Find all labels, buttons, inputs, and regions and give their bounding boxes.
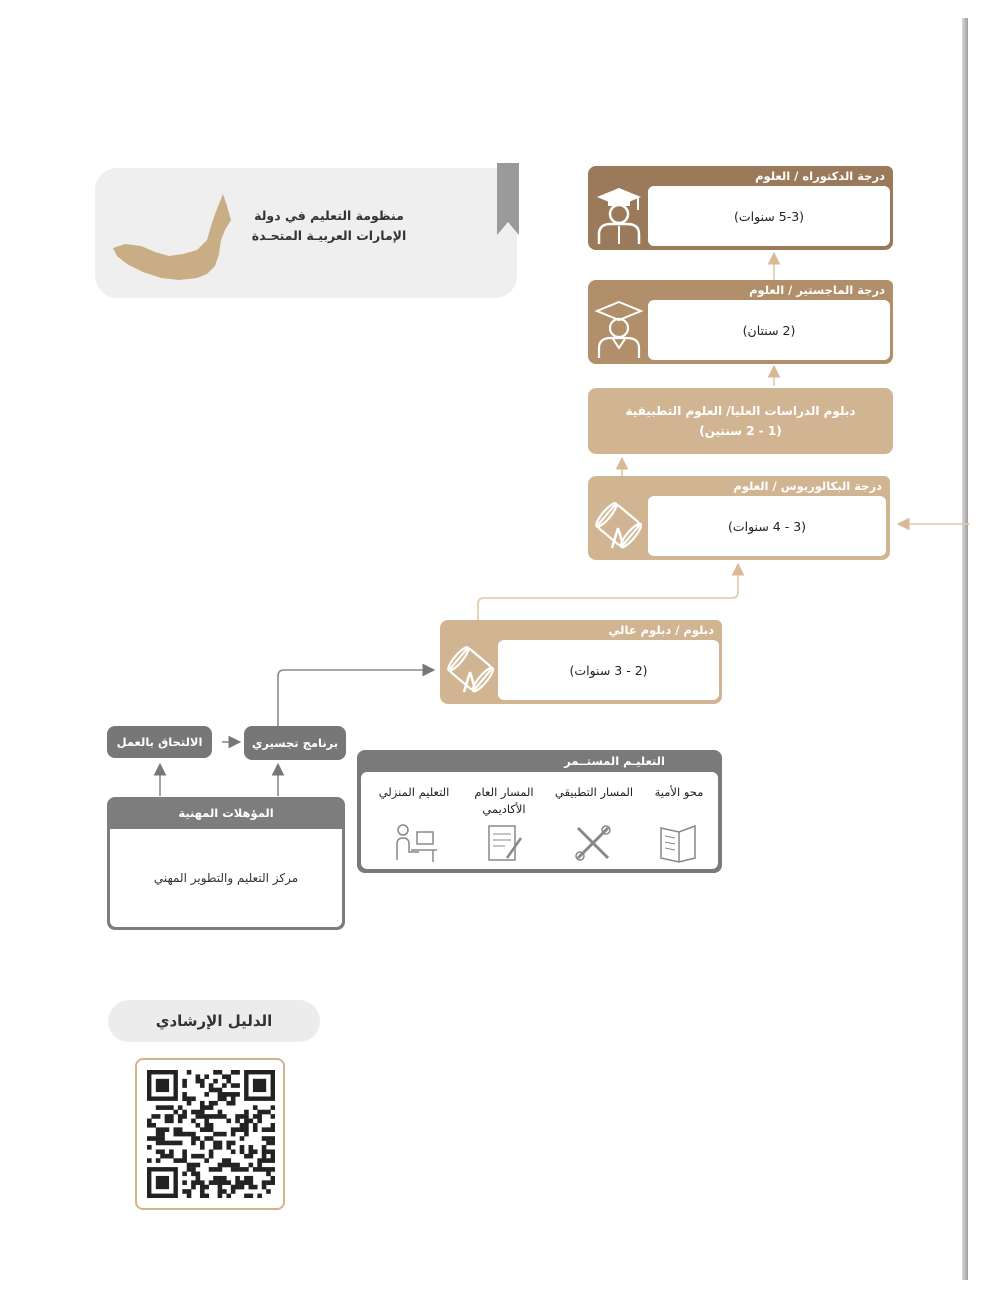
bachelor-title: درجة البكالوريوس / العلوم <box>688 476 890 496</box>
vocational-box <box>107 797 345 930</box>
continuing-education-body <box>361 772 718 869</box>
doctorate-duration: (5-3 سنوات) <box>648 186 890 246</box>
continuing-education-title: التعليـم المستــمر <box>564 754 665 768</box>
continuing-item-label: محو الأمية <box>654 785 704 799</box>
masters-title: درجة الماجستير / العلوم <box>703 280 893 300</box>
vocational-title: المؤهلات المهنية <box>178 806 274 820</box>
postgrad-diploma-title: دبلوم الدراسات العليا/ العلوم التطبيقية <box>625 404 856 418</box>
employment-box: الالتحاق بالعمل <box>107 726 212 758</box>
header-line-2: الإمارات العربيـة المتحـدة <box>251 228 407 243</box>
postgrad-diploma-box <box>588 388 893 454</box>
header-card <box>95 168 517 298</box>
qr-code-frame[interactable] <box>135 1058 285 1210</box>
diploma-title: دبلوم / دبلوم عالي <box>540 620 722 640</box>
continuing-item-label: المسار العام الأكاديمي <box>474 785 534 816</box>
header-title <box>229 206 429 246</box>
bridge-program-box: برنامج تجسيري <box>244 726 346 760</box>
diploma-scroll-icon <box>592 498 644 554</box>
masters-box <box>588 280 893 364</box>
guide-label: الدليل الإرشادي <box>108 1000 320 1042</box>
continuing-item <box>369 784 459 801</box>
postgrad-diploma-duration: (1 - 2 سنتين) <box>699 424 782 438</box>
book-icon <box>657 822 699 864</box>
bachelor-duration: (3 - 4 سنوات) <box>648 496 886 556</box>
uae-map-icon <box>107 186 237 286</box>
diploma-box <box>440 620 722 704</box>
document-pen-icon <box>483 822 525 864</box>
vocational-body: مركز التعليم والتطوير المهني <box>110 829 342 927</box>
header-line-1: منظومة التعليم في دولة <box>254 208 404 223</box>
masters-duration: (2 سنتان) <box>648 300 890 360</box>
continuing-item <box>459 784 549 818</box>
graduate-icon <box>594 184 644 246</box>
continuing-education-box <box>357 750 722 873</box>
diploma-duration: (2 - 3 سنوات) <box>498 640 719 700</box>
continuing-item-label: المسار التطبيقي <box>554 785 634 799</box>
continuing-item-label: التعليم المنزلي <box>378 785 450 799</box>
doctorate-box <box>588 166 893 250</box>
diploma-scroll-icon <box>444 642 496 698</box>
qr-code[interactable] <box>147 1070 275 1198</box>
continuing-item <box>634 784 724 801</box>
doctorate-title: درجة الدكتوراه / العلوم <box>708 166 893 186</box>
bachelor-box <box>588 476 890 560</box>
tools-icon <box>572 822 614 864</box>
graduate-icon <box>594 298 644 360</box>
home-study-icon <box>391 822 439 864</box>
continuing-item <box>549 784 639 801</box>
